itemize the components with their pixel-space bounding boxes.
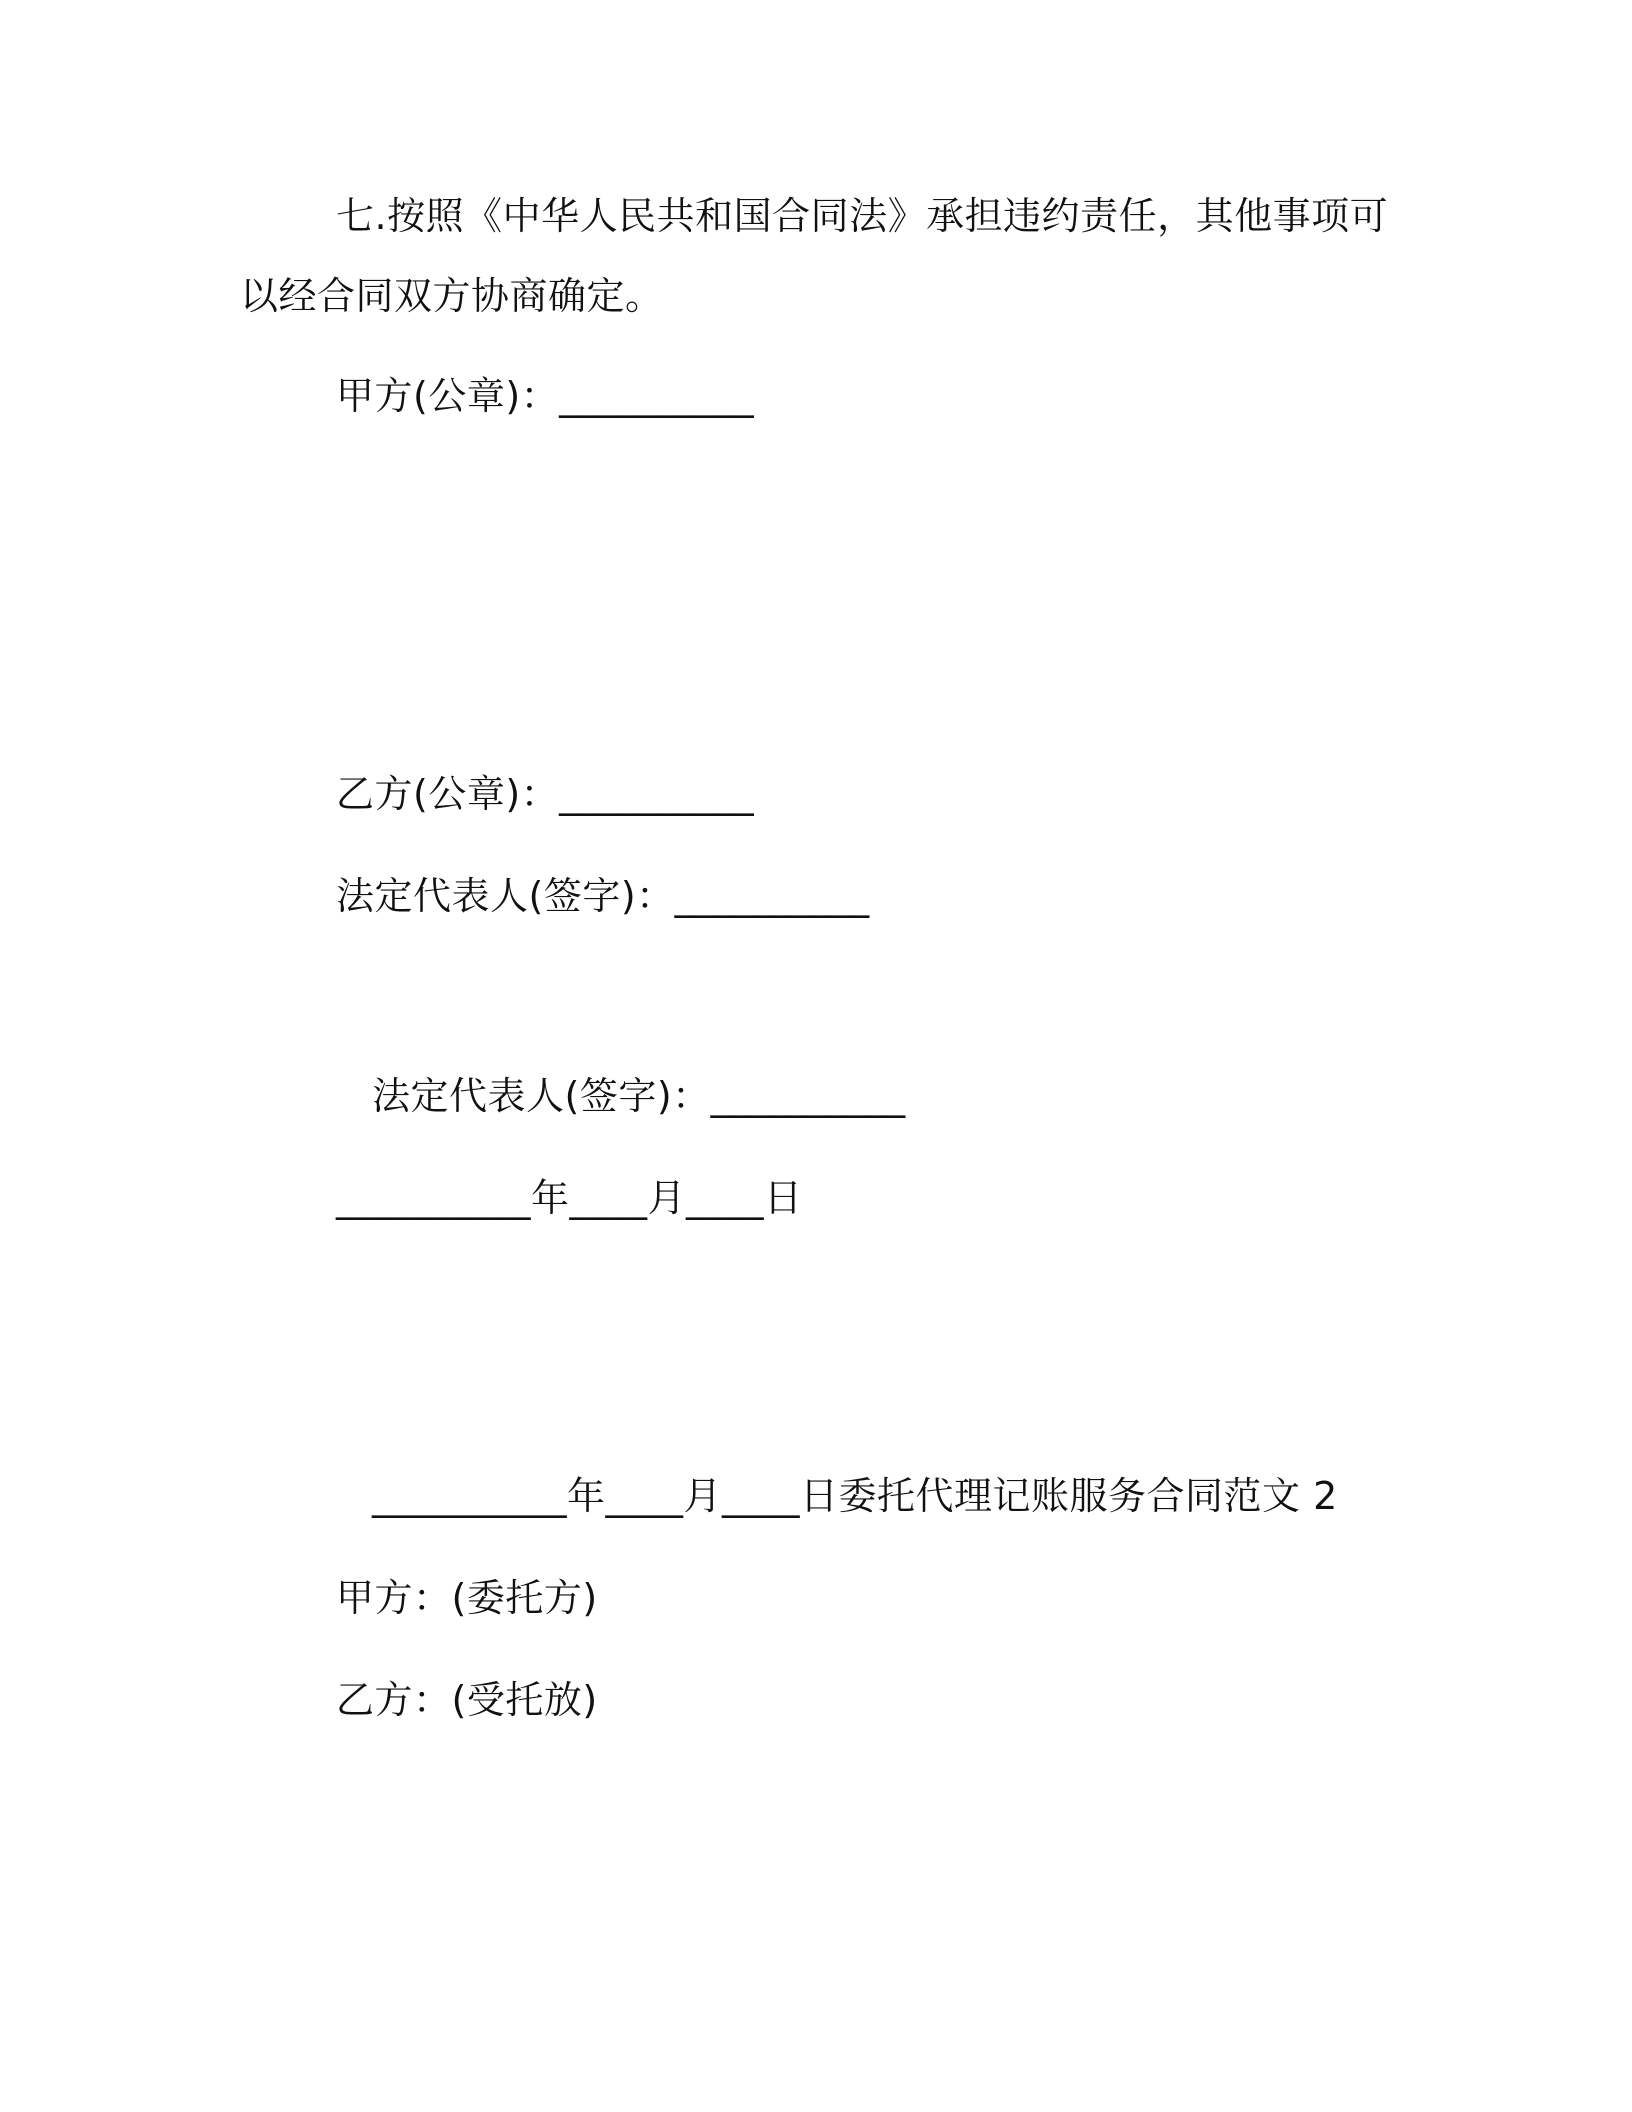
legal-representative-signature-line-2: 法定代表人(签字)：__________	[372, 1074, 906, 1118]
legal-representative-signature-line-1: 法定代表人(签字)：__________	[336, 874, 870, 918]
clause-7-line-2: 以经合同双方协商确定。	[240, 274, 664, 318]
clause-7-line-1: 七.按照《中华人民共和国合同法》承担违约责任，其他事项可	[336, 194, 1389, 238]
party-b-agent-line: 乙方：(受托放)	[336, 1678, 598, 1722]
sample-2-title: __________年____月____日委托代理记账服务合同范文 2	[372, 1474, 1338, 1518]
date-line: __________年____月____日	[336, 1176, 803, 1220]
party-a-client-line: 甲方：(委托方)	[336, 1576, 598, 1620]
party-b-seal-line: 乙方(公章)：__________	[336, 772, 755, 816]
party-a-seal-line: 甲方(公章)：__________	[336, 374, 755, 418]
